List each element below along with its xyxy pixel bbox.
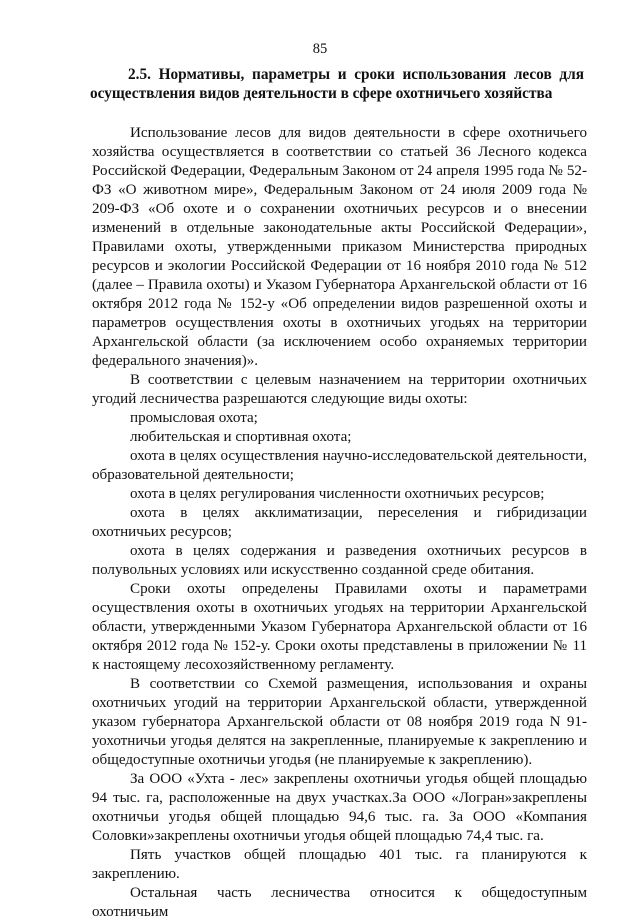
list-item: охота в целях содержания и разведения охотничьих ресурсов в полувольных условиях или искусственно созданной среде обитания. (92, 543, 587, 578)
paragraph-legal-basis: Использование лесов для видов деятельности в сфере охотничьего хозяйства осуществляется в соответствии со статьей 36 Лесного кодекса Российской Федерации, Федеральным Законом от 24 апреля 1995 года № 52-ФЗ «О животном мире», Федеральным Законом от 24 июля 2009 года № 209-ФЗ «Об охоте и о сохранении охотничьих ресурсов и о внесении изменений в отдельные законодательные акты Российской Федерации», Правилами охоты, утвержденными приказом Министерства природных ресурсов и экологии Российской Федерации от 16 ноября 2010 года № 512 (далее – Правила охоты) и Указом Губернатора Архангельской области от 16 октября 2012 года № 152-у «Об определении видов разрешенной охоты и параметров осуществления охоты в охотничьих угодьях на территории Архангельской области (за исключением особо охраняемых территории федерального значения)». (92, 125, 587, 369)
paragraph-hunting-seasons: Сроки охоты определены Правилами охоты и параметрами осуществления охоты в охотничьих угодьях на территории Архангельской области, утвержденными Указом Губернатора Архангельской области от 16 октября 2012 года № 152-у. Сроки охоты представлены в приложении № 11 к настоящему лесохозяйственному регламенту. (92, 581, 587, 673)
body-text (92, 124, 587, 922)
section-heading-line-2: осуществления видов деятельности в сфере охотничьего хозяйства (90, 85, 553, 102)
paragraph-hunting-types-intro: В соответствии с целевым назначением на территории охотничьих угодий лесничества разрешаются следующие виды охоты: (92, 372, 587, 407)
list-item: промысловая охота; (130, 410, 258, 426)
page-number: 85 (312, 41, 328, 57)
list-item: охота в целях регулирования численности охотничьих ресурсов; (130, 486, 545, 502)
list-item: охота в целях осуществления научно-исследовательской деятельности, образовательной деятельности; (92, 448, 587, 483)
section-heading (90, 65, 584, 103)
paragraph-planned-grounds: Пять участков общей площадью 401 тыс. га планируются к закреплению. (92, 847, 587, 882)
paragraph-hunting-grounds-scheme: В соответствии со Схемой размещения, использования и охраны охотничьих угодий на территории Архангельской области, утвержденной указом губернатора Архангельской области от 08 ноября 2019 года N 91-уохотничьи угодья делятся на закрепленные, планируемые к закреплению и общедоступные охотничьи угодья (не планируемые к закреплению). (92, 676, 587, 768)
list-item: любительская и спортивная охота; (130, 429, 352, 445)
paragraph-assigned-grounds: За ООО «Ухта - лес» закреплены охотничьи угодья общей площадью 94 тыс. га, расположенные на двух участках.За ООО «Логран»закреплены охотничьи угодья общей площадью 94,6 тыс. га. За ООО «Компания Соловки»закреплены охотничьи угодья общей площадью 74,4 тыс. га. (92, 771, 587, 844)
list-item: охота в целях акклиматизации, переселения и гибридизации охотничьих ресурсов; (92, 505, 587, 540)
paragraph-public-grounds: Остальная часть лесничества относится к общедоступным охотничьим (92, 885, 587, 920)
section-heading-line-1: 2.5. Нормативы, параметры и сроки использования лесов для (128, 66, 584, 83)
